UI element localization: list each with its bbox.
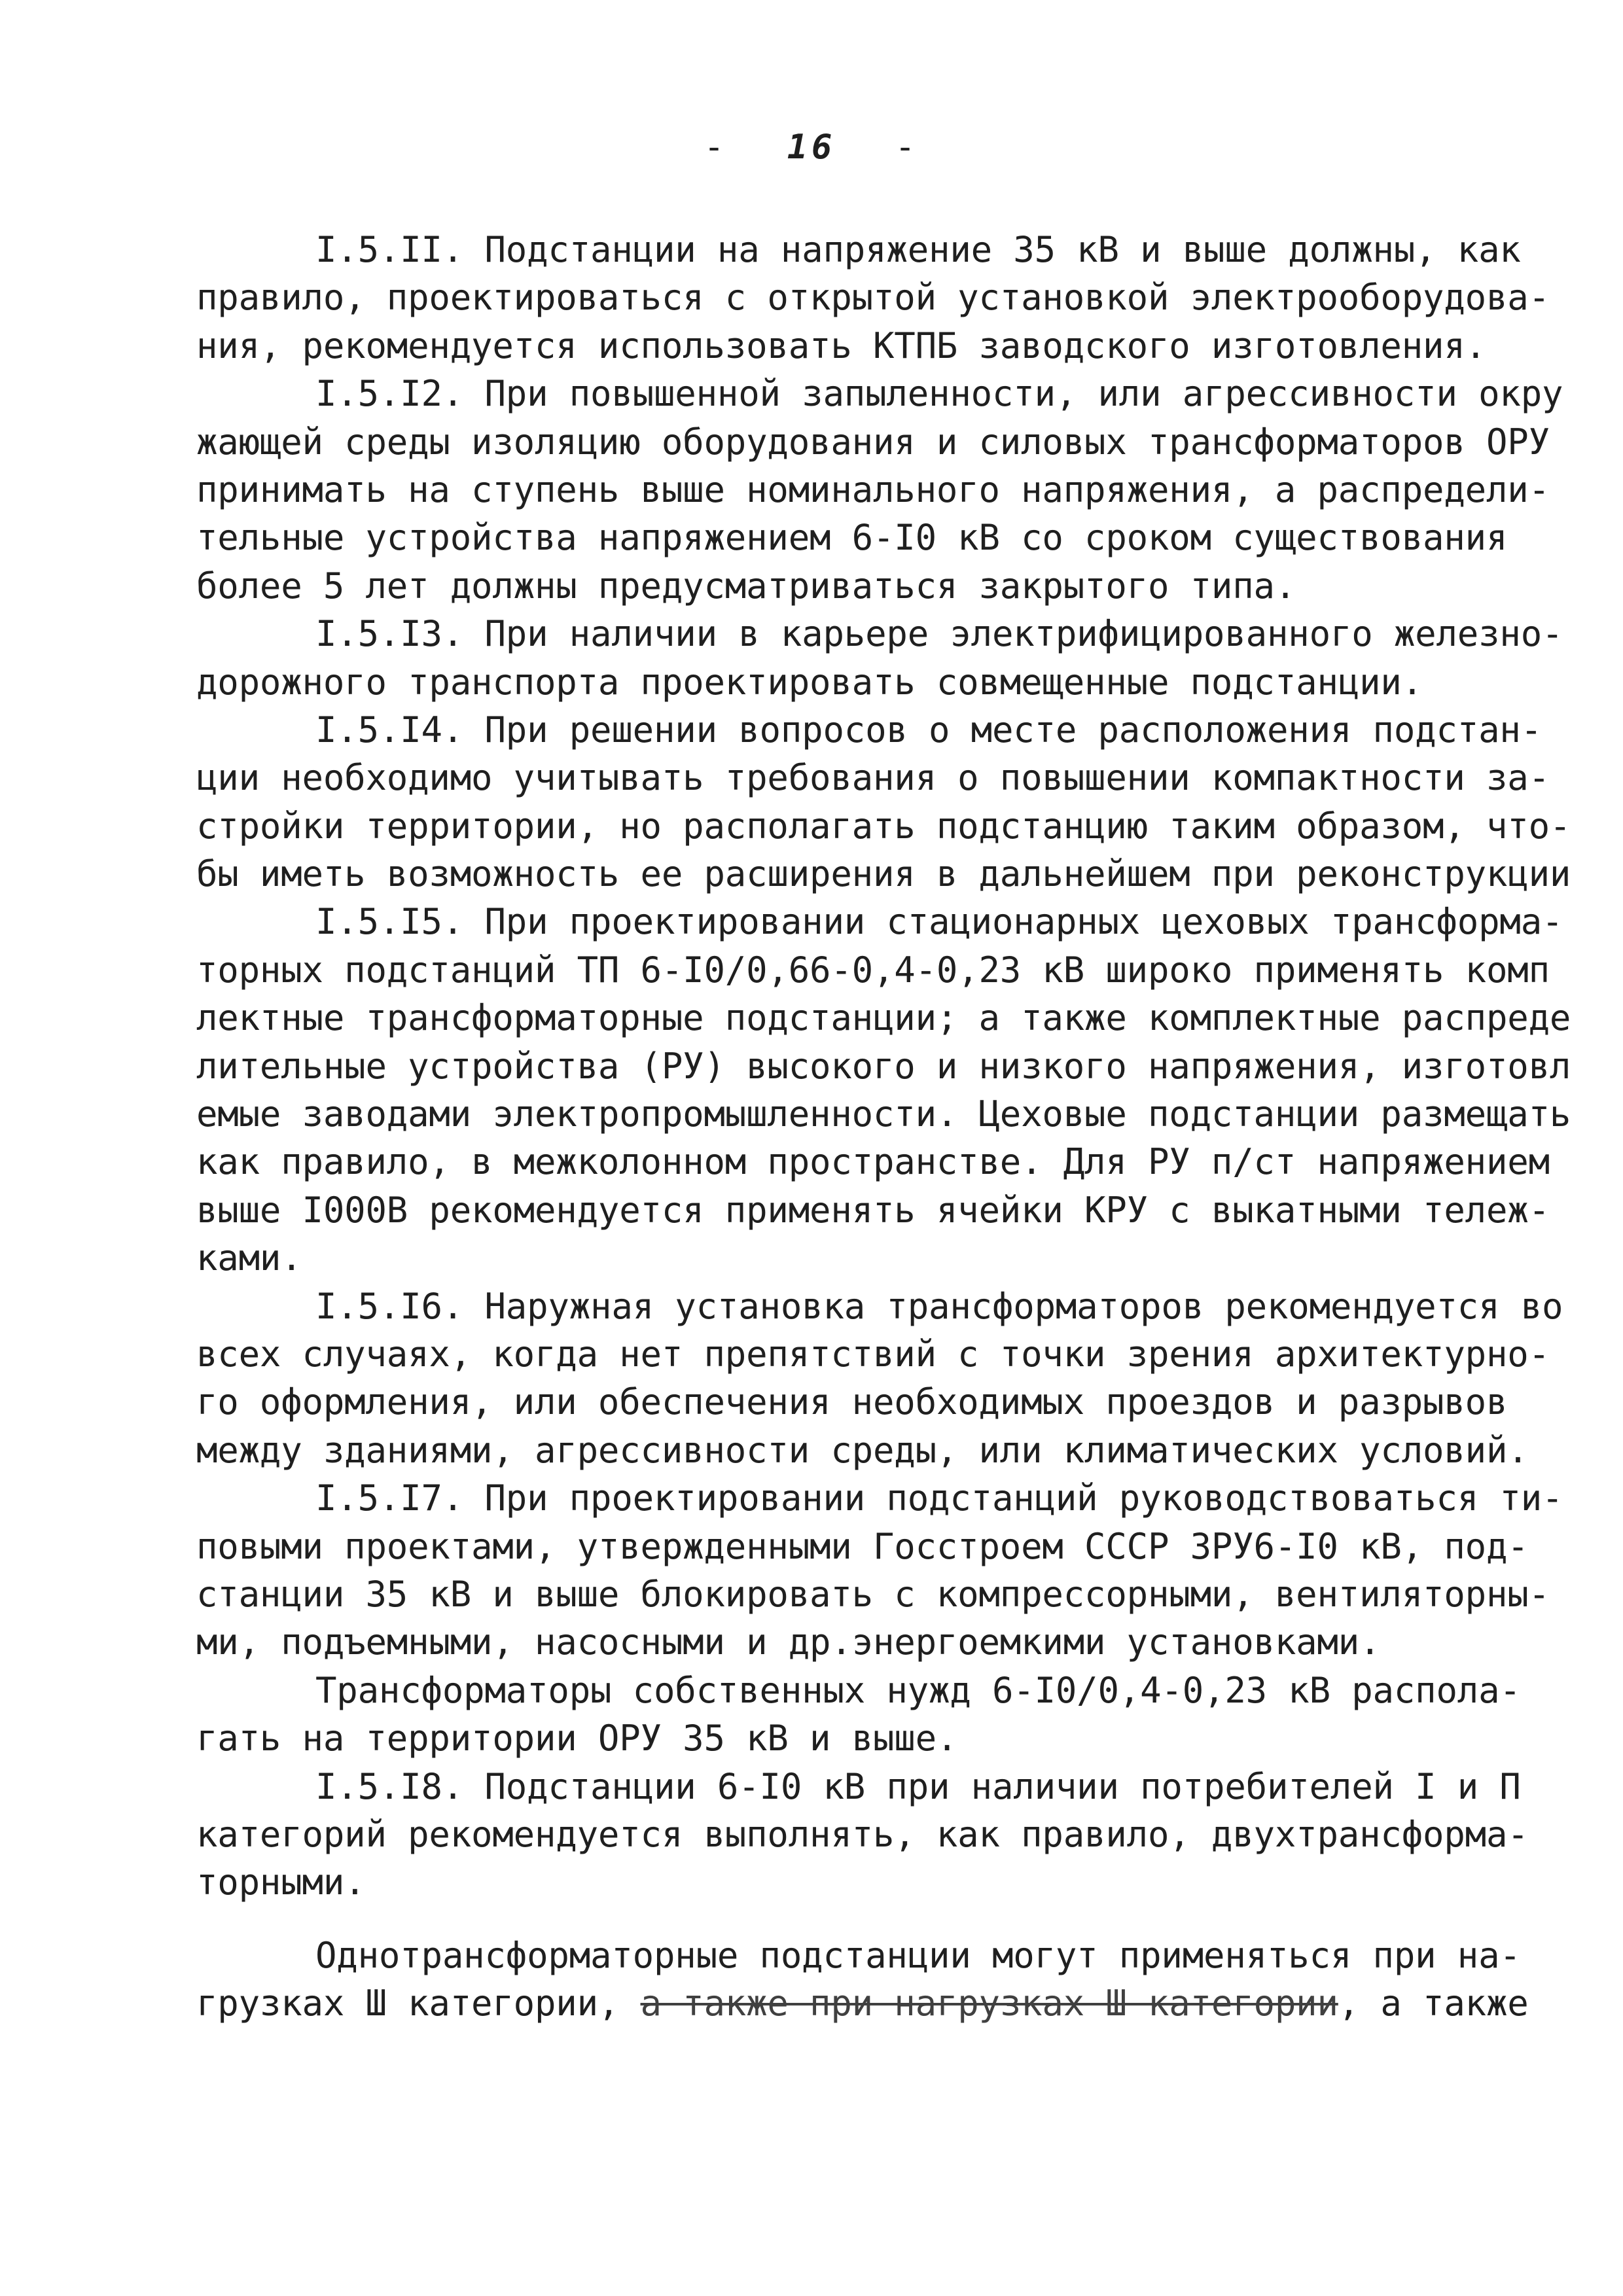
text-line: между зданиями, агрессивности среды, или климатических условий. <box>196 1429 1529 1471</box>
text-line: повыми проектами, утвержденными Госстроем СССР ЗРУ6-I0 кВ, под- <box>196 1525 1529 1567</box>
text-line: дорожного транспорта проектировать совмещенные подстанции. <box>196 661 1423 703</box>
paragraph-1-5-15 <box>196 898 1571 1282</box>
text-line: I.5.I7. При проектировании подстанций руководствоваться ти- <box>315 1477 1563 1519</box>
text-line: ми, подъемными, насосными и др.энергоемкими установками. <box>196 1621 1381 1663</box>
text-line: бы иметь возможность ее расширения в дальнейшем при реконструкции <box>196 853 1571 895</box>
struck-out-text: а также при нагрузках Ш категории <box>640 1983 1338 2024</box>
paragraph-1-5-18 <box>196 1763 1529 1907</box>
text-line: I.5.I5. При проектировании стационарных цеховых трансформа- <box>315 901 1563 943</box>
paragraph-1-5-12 <box>196 370 1563 610</box>
text-line: Однотрансформаторные подстанции могут применяться при на- <box>315 1934 1521 1976</box>
paragraph-single-transformer <box>196 1932 1529 2028</box>
text-line: стройки территории, но располагать подстанцию таким образом, что- <box>196 805 1571 847</box>
text-fragment: грузках Ш категории, <box>196 1983 641 2024</box>
page-number-value: 16 <box>787 128 836 167</box>
text-line: более 5 лет должны предусматриваться закрытого типа. <box>196 565 1296 607</box>
text-line: го оформления, или обеспечения необходимых проездов и разрывов <box>196 1381 1508 1423</box>
text-line: жающей среды изоляцию оборудования и силовых трансформаторов ОРУ <box>196 421 1550 463</box>
text-line: лектные трансформаторные подстанции; а также комплектные распреде <box>196 997 1571 1039</box>
text-line: тельные устройства напряжением 6-I0 кВ со сроком существования <box>196 517 1508 559</box>
text-line: всех случаях, когда нет препятствий с точки зрения архитектурно- <box>196 1333 1550 1375</box>
text-line: ции необходимо учитывать требования о повышении компактности за- <box>196 757 1550 799</box>
page-number-dash-right: - <box>895 128 919 167</box>
text-line: I.5.I4. При решении вопросов о месте расположения подстан- <box>315 709 1543 751</box>
page-number-dash-left: - <box>704 128 728 167</box>
text-line: правило, проектироваться с открытой установкой электрооборудова- <box>196 277 1550 319</box>
text-line: торными. <box>196 1862 366 1903</box>
text-line: категорий рекомендуется выполнять, как правило, двухтрансформа- <box>196 1813 1529 1855</box>
paragraph-1-5-14 <box>196 706 1571 898</box>
text-line: как правило, в межколонном пространстве. Для РУ п/ст напряжением <box>196 1141 1550 1183</box>
text-line-with-strikeout <box>196 1979 1529 2027</box>
text-line: ния, рекомендуется использовать КТПБ заводского изготовления. <box>196 325 1486 366</box>
text-line: Трансформаторы собственных нужд 6-I0/0,4-0,23 кВ распола- <box>315 1669 1521 1711</box>
page-number <box>0 128 1623 167</box>
paragraph-1-5-16 <box>196 1282 1563 1475</box>
paragraph-1-5-11 <box>196 226 1550 370</box>
paragraph-gap <box>196 1907 1479 1932</box>
text-line: торных подстанций ТП 6-I0/0,66-0,4-0,23 кВ широко применять комп <box>196 949 1550 991</box>
text-line: станции 35 кВ и выше блокировать с компрессорными, вентиляторны- <box>196 1573 1550 1615</box>
text-line: I.5.I8. Подстанции 6-I0 кВ при наличии потребителей I и П <box>315 1765 1521 1807</box>
text-line: I.5.I2. При повышенной запыленности, или агрессивности окру <box>315 373 1563 415</box>
text-line: емые заводами электропромышленности. Цеховые подстанции размещать <box>196 1093 1571 1135</box>
text-line: I.5.I3. При наличии в карьере электрифицированного железно- <box>315 613 1563 655</box>
text-fragment: , а также <box>1338 1983 1529 2024</box>
document-body <box>196 226 1571 2027</box>
paragraph-1-5-13 <box>196 610 1563 706</box>
text-line: гать на территории ОРУ 35 кВ и выше. <box>196 1718 958 1759</box>
text-line: лительные устройства (РУ) высокого и низкого напряжения, изготовл <box>196 1045 1571 1087</box>
text-line: I.5.I6. Наружная установка трансформаторов рекомендуется во <box>315 1285 1563 1327</box>
text-line: ками. <box>196 1237 302 1279</box>
text-line: выше I000В рекомендуется применять ячейки КРУ с выкатными тележ- <box>196 1189 1550 1231</box>
text-line: принимать на ступень выше номинального напряжения, а распредели- <box>196 468 1550 510</box>
paragraph-own-needs-transformers <box>196 1667 1521 1763</box>
text-line: I.5.II. Подстанции на напряжение 35 кВ и выше должны, как <box>315 229 1521 270</box>
paragraph-1-5-17 <box>196 1474 1563 1667</box>
